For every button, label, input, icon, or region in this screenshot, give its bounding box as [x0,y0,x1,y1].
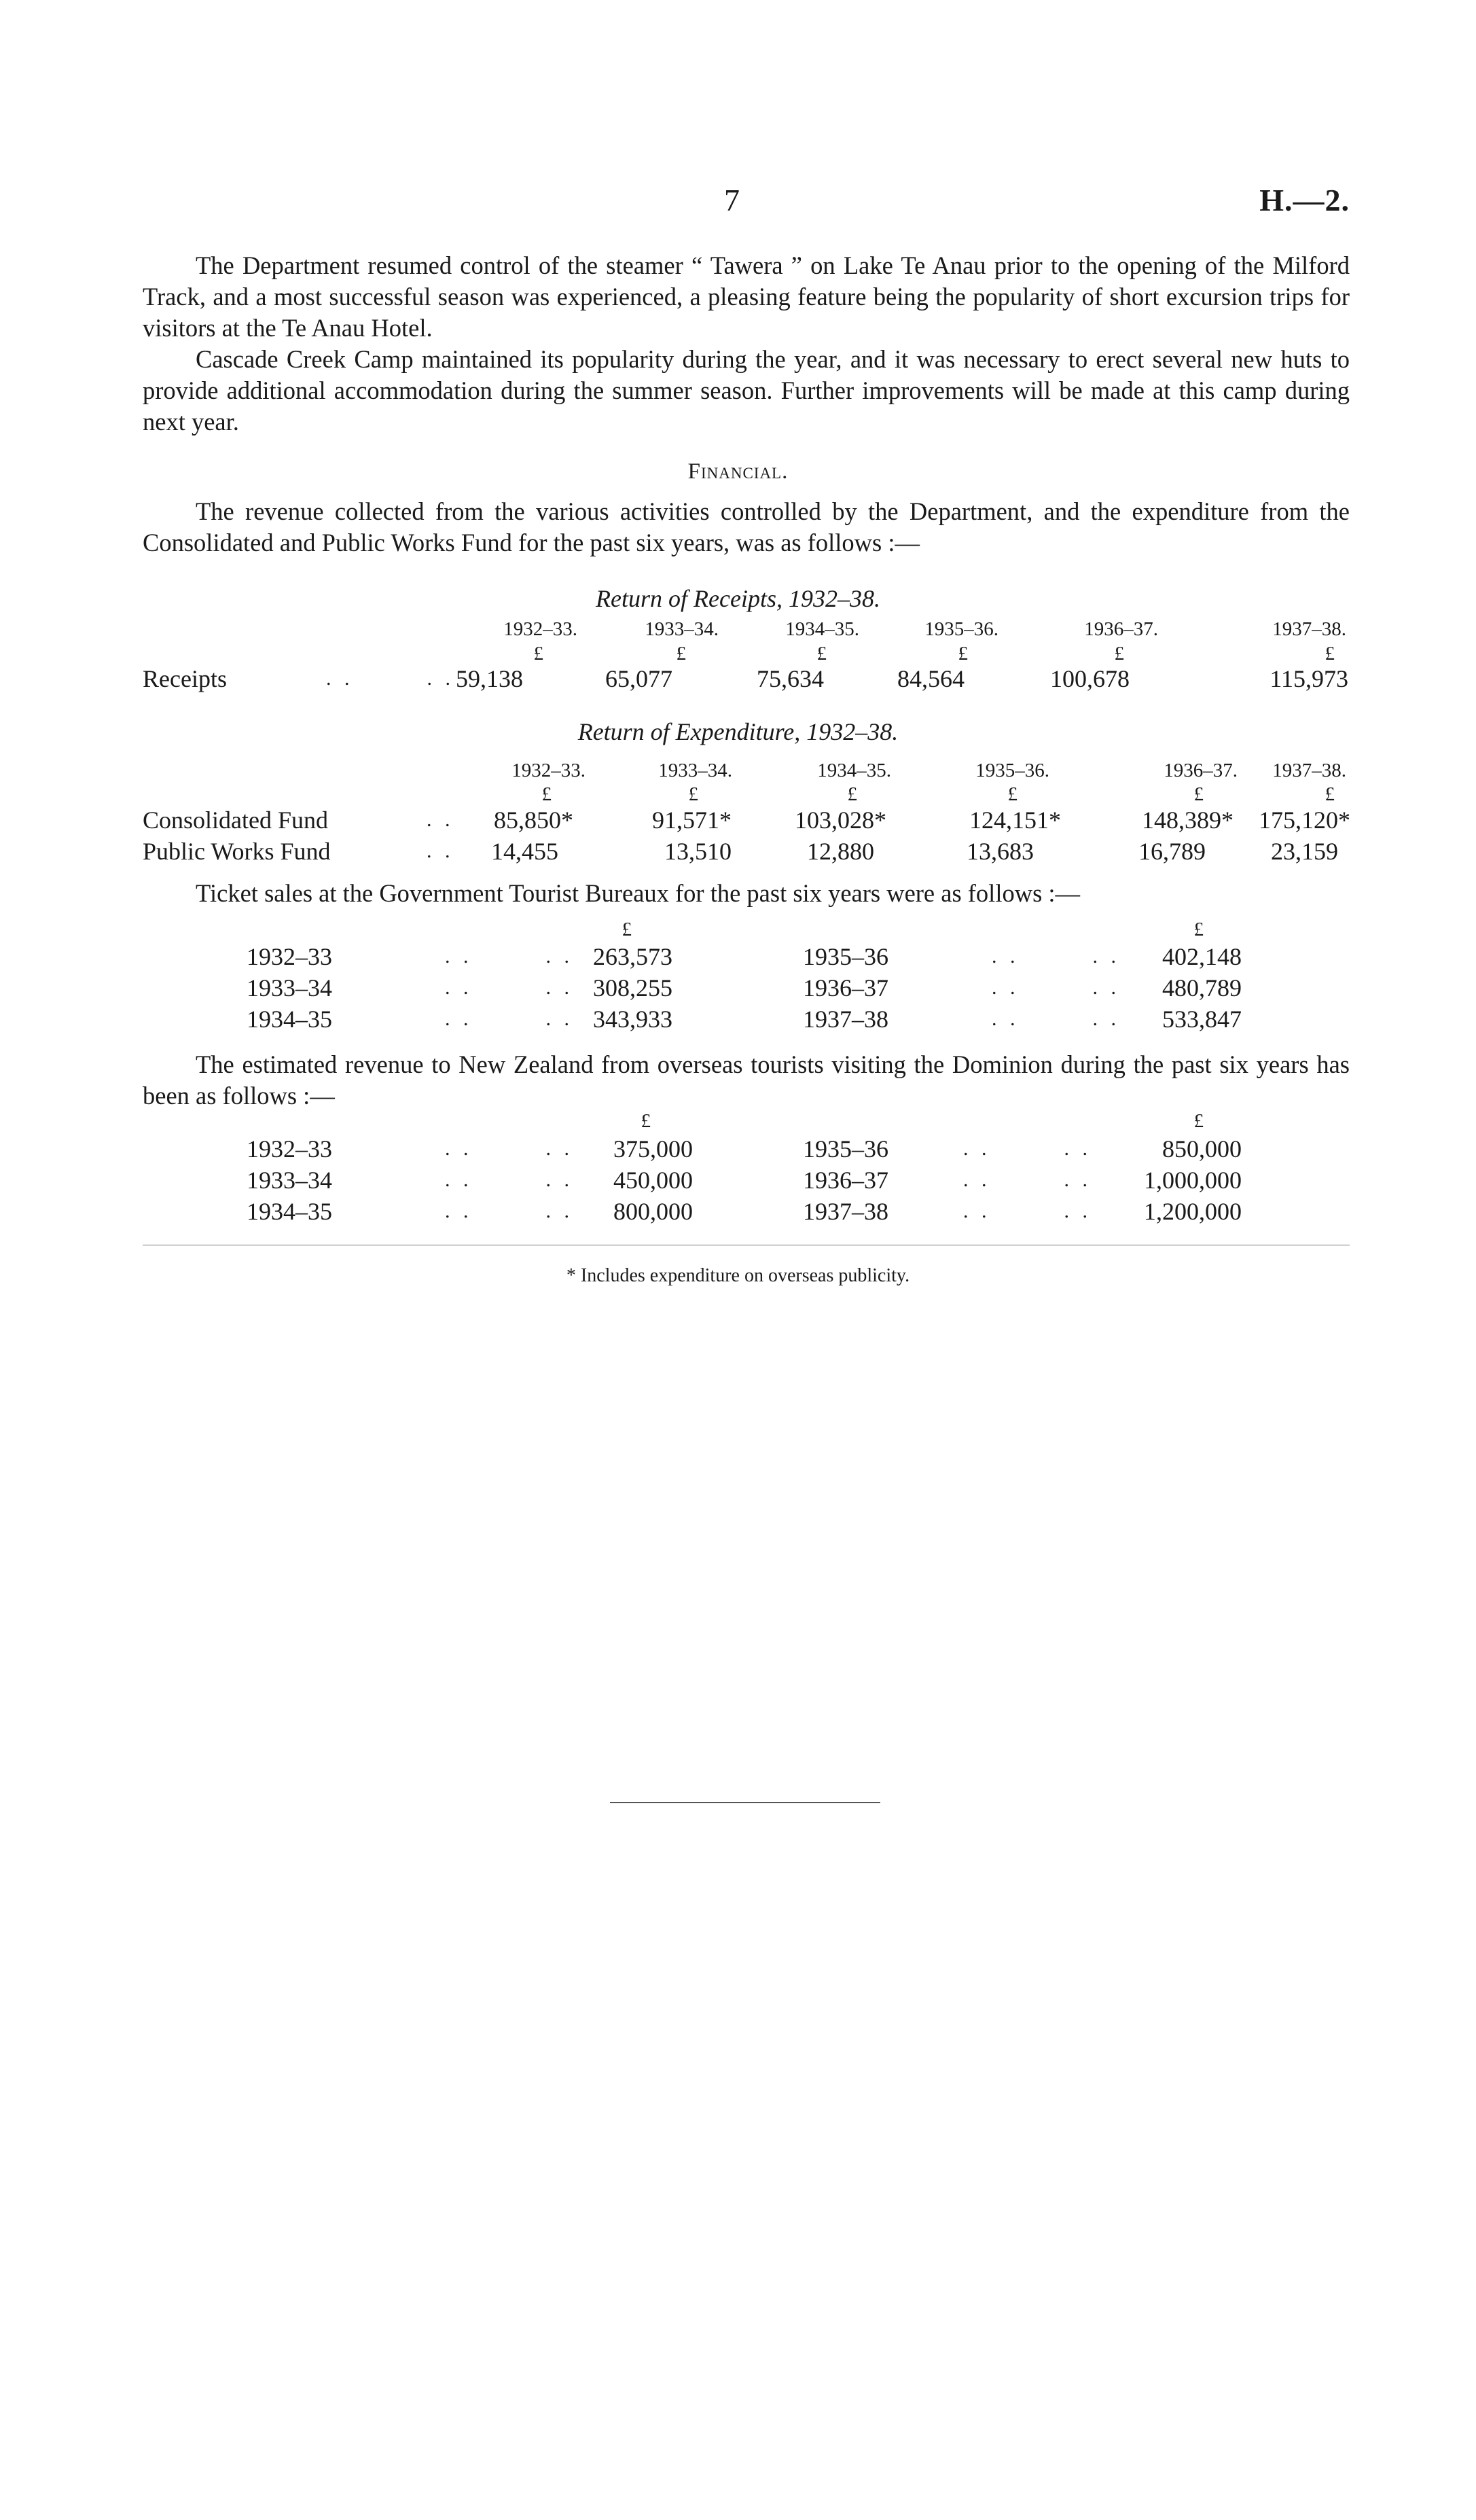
table-cell: 480,789 [1162,974,1242,1001]
receipts-unit: £ [958,643,968,664]
table-cell: 103,028* [795,806,886,834]
table-cell: 850,000 [1162,1135,1242,1163]
table-row-year: 1936–37 [803,1167,888,1194]
table-cell: 1,000,000 [1144,1167,1242,1194]
paragraph-financial-intro: The revenue collected from the various activities controlled by the Department, and the expenditure from the Consolidated and Public Works Fund for the past six years, was as follows :— [143,497,1350,556]
table-row-year: 1936–37 [803,974,888,1001]
leader-dots: . . . . [963,1137,1092,1160]
table-row-year: 1932–33 [247,1135,332,1163]
receipts-year-header: 1932–33. [503,618,577,640]
receipts-table-caption: Return of Receipts, 1932–38. [596,585,880,612]
table-cell: 13,510 [664,838,732,865]
table-cell: 533,847 [1162,1006,1242,1033]
leader-dots: . . . . [445,945,573,968]
table-row-year: 1933–34 [247,1167,332,1194]
table-row-year: 1934–35 [247,1006,332,1033]
table-cell: 84,564 [897,665,965,692]
expenditure-unit: £ [1325,783,1335,805]
paragraph-overseas-revenue-intro: The estimated revenue to New Zealand from overseas tourists visiting the Dominion during the past six years has been as follows :— [143,1050,1350,1110]
receipts-unit: £ [676,643,686,664]
receipts-unit: £ [816,643,827,664]
expenditure-unit: £ [688,783,698,805]
expenditure-unit: £ [541,783,552,805]
table-cell: 450,000 [613,1167,693,1194]
table-row-year: 1935–36 [803,1135,888,1163]
leader-dots: . . . . [445,1169,573,1191]
leader-dots: . . . . [992,1008,1120,1030]
paragraph-cascade-creek: Cascade Creek Camp maintained its popularity during the year, and it was necessary to erect several new huts to provide additional accommodation during the summer season. Further improvements will be made at this camp during next year. [143,345,1350,436]
table-cell: 65,077 [605,665,672,692]
table-row-year: 1934–35 [247,1198,332,1225]
table-cell: 175,120* [1259,806,1350,834]
expenditure-unit: £ [1193,783,1204,805]
leader-dots: . . [427,840,454,862]
table-row-year: 1937–38 [803,1198,888,1225]
paragraph-tawera: The Department resumed control of the steamer “ Tawera ” on Lake Te Anau prior to the opening of the Milford Track, and a most successful season was experienced, a pleasing feature being the popularity of short excursion trips for visitors at the Te Anau Hotel. [143,251,1350,342]
table-cell: 263,573 [593,943,672,970]
table-cell: 100,678 [1050,665,1130,692]
table-cell: 148,389* [1142,806,1234,834]
table-cell: 115,973 [1270,665,1348,692]
overseas-revenue-unit: £ [1193,1110,1204,1132]
leader-dots: . . . . [445,1008,573,1030]
expenditure-year-header: 1937–38. [1272,760,1346,781]
table-cell: 343,933 [593,1006,672,1033]
table-cell: 308,255 [593,974,672,1001]
table-cell: 124,151* [969,806,1061,834]
leader-dots: . . [427,809,454,831]
table-row-label: Public Works Fund [143,838,331,865]
expenditure-year-header: 1936–37. [1164,760,1238,781]
table-row-year: 1933–34 [247,974,332,1001]
leader-dots: . . . . [963,1200,1092,1222]
table-cell: 800,000 [613,1198,693,1225]
page-number: 7 [724,183,740,217]
footnote: * Includes expenditure on overseas publicity. [566,1265,910,1286]
leader-dots: . . . . [445,1200,573,1222]
expenditure-year-header: 1932–33. [511,760,586,781]
leader-dots: . . . . [326,667,454,690]
table-cell: 16,789 [1138,838,1206,865]
paragraph-ticket-sales-intro: Ticket sales at the Government Tourist Bureaux for the past six years were as follows :— [196,879,1081,907]
table-cell: 85,850* [494,806,573,834]
table-cell: 75,634 [757,665,824,692]
leader-dots: . . . . [963,1169,1092,1191]
table-cell: 12,880 [807,838,874,865]
expenditure-year-header: 1933–34. [658,760,732,781]
table-row-year: 1935–36 [803,943,888,970]
table-row-label: Consolidated Fund [143,806,329,834]
table-cell: 14,455 [491,838,558,865]
table-cell: 13,683 [967,838,1034,865]
receipts-year-header: 1933–34. [645,618,719,640]
receipts-unit: £ [1114,643,1124,664]
expenditure-unit: £ [847,783,857,805]
receipts-year-header: 1936–37. [1084,618,1158,640]
table-cell: 91,571* [652,806,732,834]
section-heading-financial: Financial. [687,459,789,484]
table-cell: 375,000 [613,1135,693,1163]
table-row-year: 1932–33 [247,943,332,970]
table-cell: 402,148 [1162,943,1242,970]
document-reference: H.—2. [1259,183,1350,217]
overseas-revenue-unit: £ [641,1110,651,1132]
ticket-sales-unit: £ [622,919,632,940]
table-cell: 1,200,000 [1144,1198,1242,1225]
receipts-unit: £ [1325,643,1335,664]
table-cell: 59,138 [456,665,523,692]
receipts-year-header: 1935–36. [924,618,998,640]
expenditure-table-caption: Return of Expenditure, 1932–38. [577,718,899,745]
table-cell: 23,159 [1271,838,1338,865]
table-row-year: 1937–38 [803,1006,888,1033]
expenditure-year-header: 1934–35. [817,760,891,781]
receipts-year-header: 1934–35. [785,618,859,640]
leader-dots: . . . . [992,945,1120,968]
receipts-unit: £ [533,643,543,664]
leader-dots: . . . . [445,976,573,999]
receipts-year-header: 1937–38. [1272,618,1346,640]
expenditure-year-header: 1935–36. [975,760,1049,781]
leader-dots: . . . . [445,1137,573,1160]
leader-dots: . . . . [992,976,1120,999]
ticket-sales-unit: £ [1193,919,1204,940]
expenditure-unit: £ [1007,783,1018,805]
table-row-label: Receipts [143,665,227,692]
end-rule [610,1802,880,1803]
